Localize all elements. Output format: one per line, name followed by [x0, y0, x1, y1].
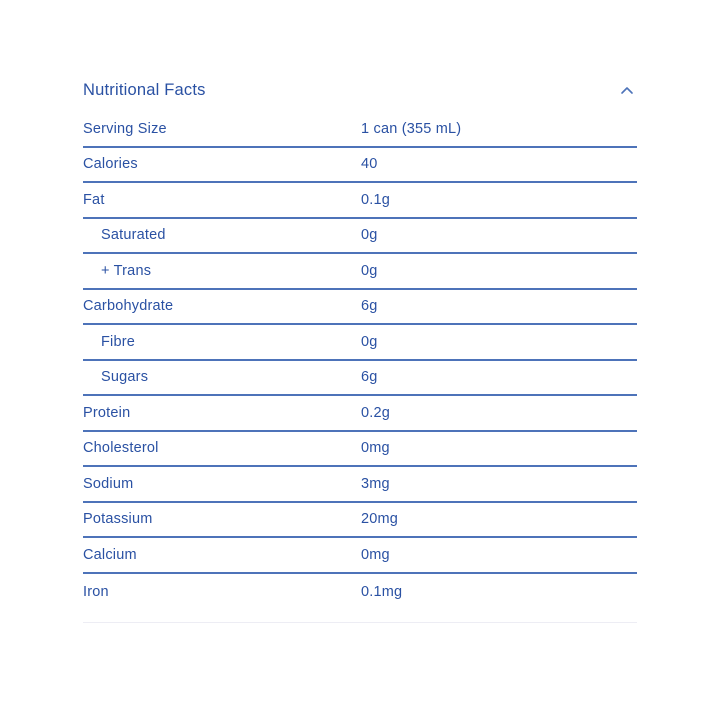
nutrient-value: 0.1mg — [361, 583, 403, 600]
nutrient-value: 1 can (355 mL) — [361, 120, 462, 137]
table-row — [83, 183, 637, 219]
nutrient-label: Sugars — [101, 369, 149, 386]
nutrient-value: 0g — [361, 262, 378, 279]
nutrient-label: Calcium — [83, 546, 137, 563]
nutrient-label: Fibre — [101, 333, 136, 350]
section-bottom-divider — [83, 622, 637, 623]
nutrient-value: 0.1g — [361, 191, 391, 208]
nutrition-facts-panel — [83, 76, 637, 623]
table-row — [83, 219, 637, 255]
table-row — [83, 254, 637, 290]
panel-title: Nutritional Facts — [83, 80, 206, 99]
chevron-up-icon — [620, 86, 634, 95]
nutrient-value: 3mg — [361, 475, 390, 492]
table-row — [83, 396, 637, 432]
nutrient-label: Protein — [83, 404, 131, 421]
table-row — [83, 325, 637, 361]
nutrient-label: Cholesterol — [83, 440, 159, 457]
nutrient-label: Calories — [83, 156, 138, 173]
nutrient-label: Carbohydrate — [83, 298, 174, 315]
nutrient-value: 0mg — [361, 440, 390, 457]
nutrient-value: 0g — [361, 227, 378, 244]
nutrient-value: 20mg — [361, 511, 399, 528]
nutrient-value: 0.2g — [361, 404, 391, 421]
table-row — [83, 148, 637, 184]
nutrient-label: Iron — [83, 583, 109, 600]
nutrient-label: Sodium — [83, 475, 134, 492]
table-row — [83, 432, 637, 468]
nutrient-value: 0g — [361, 333, 378, 350]
nutrition-facts-accordion-header[interactable] — [83, 76, 637, 104]
nutrition-table — [83, 112, 637, 610]
table-row — [83, 574, 637, 610]
nutrient-label: Potassium — [83, 511, 153, 528]
nutrient-value: 40 — [361, 156, 378, 173]
table-row — [83, 112, 637, 148]
nutrient-value: 6g — [361, 369, 378, 386]
nutrient-label: Saturated — [101, 227, 166, 244]
table-row — [83, 503, 637, 539]
collapse-button[interactable] — [617, 80, 637, 100]
table-row — [83, 467, 637, 503]
table-row — [83, 538, 637, 574]
nutrient-value: 6g — [361, 298, 378, 315]
nutrient-label: Serving Size — [83, 120, 167, 137]
table-row — [83, 361, 637, 397]
table-row — [83, 290, 637, 326]
nutrient-value: 0mg — [361, 546, 390, 563]
nutrient-label: Fat — [83, 191, 105, 208]
nutrient-label: + Trans — [101, 262, 152, 279]
